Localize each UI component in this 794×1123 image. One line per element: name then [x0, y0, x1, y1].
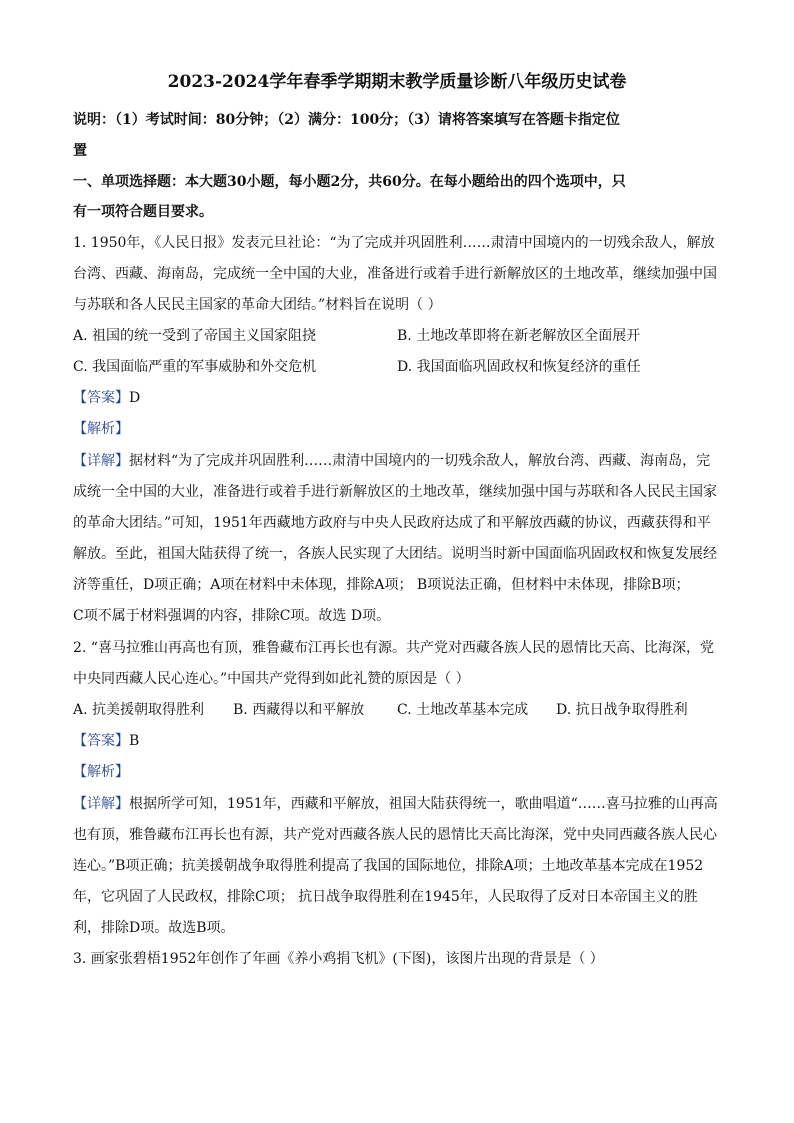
q3-stem: 3. 画家张碧梧1952年创作了年画《养小鸡捐飞机》(下图)，该图片出现的背景是（ ） [73, 951, 604, 967]
q2-option-c: C. 土地改革基本完成 [397, 702, 529, 718]
q1-option-a: A. 祖国的统一受到了帝国主义国家阻挠 [73, 328, 317, 344]
q2-detail-label: 【详解】 [73, 796, 129, 812]
q2-analysis-label: 【解析】 [73, 764, 129, 780]
q1-detail-line-4: 解放。至此，祖国大陆获得了统一，各族人民实现了大团结。说明当时新中国面临巩固政权和恢复发展经 [73, 546, 717, 562]
q2-detail-line-5: 利，排除D项。故选B项。 [73, 920, 235, 936]
q1-detail-label: 【详解】 [73, 453, 129, 469]
q1-detail-line-6: C项不属于材料强调的内容，排除C项。故选 D项。 [73, 608, 391, 624]
section-heading-line-2: 有一项符合题目要求。 [73, 204, 213, 220]
instructions-line-1: 说明：（1）考试时间：80分钟；（2）满分：100分；（3）请将答案填写在答题卡指定位 [73, 112, 620, 128]
q1-stem-line-2: 台湾、西藏、海南岛，完成统一全中国的大业，准备进行或着手进行新解放区的土地改革，继续加强中国 [73, 266, 717, 282]
section-heading-line-1: 一、单项选择题：本大题30小题，每小题2分，共60分。在每小题给出的四个选项中，只 [73, 174, 626, 190]
q1-detail-line-1 [73, 450, 710, 472]
instructions-line-2: 置 [73, 143, 87, 159]
q1-detail-text-1: 据材料“为了完成并巩固胜利……肃清中国境内的一切残余敌人，解放台湾、西藏、海南岛，完 [129, 453, 711, 469]
q1-detail-line-5: 济等重任，D项正确；A项在材料中未体现，排除A项； B项说法正确，但材料中未体现，排除B项； [73, 577, 690, 593]
q2-answer-line [73, 730, 139, 752]
q1-option-d: D. 我国面临巩固政权和恢复经济的重任 [397, 359, 641, 375]
q1-option-c: C. 我国面临严重的军事威胁和外交危机 [73, 359, 317, 375]
q2-answer-label: 【答案】 [73, 733, 129, 749]
q2-option-a: A. 抗美援朝取得胜利 [73, 702, 205, 718]
q1-detail-line-2: 成统一全中国的大业，准备进行或着手进行新解放区的土地改革，继续加强中国与苏联和各人民民主国家 [73, 484, 717, 500]
q2-detail-text-1: 根据所学可知，1951年，西藏和平解放，祖国大陆获得统一，歌曲唱道“……喜马拉雅的山再高 [129, 796, 718, 812]
q2-stem-line-1: 2. “喜马拉雅山再高也有顶，雅鲁藏布江再长也有源。共产党对西藏各族人民的恩情比天高、比海深，党 [73, 640, 714, 656]
q2-detail-line-4: 年，它巩固了人民政权，排除C项； 抗日战争取得胜利在1945年，人民取得了反对日本帝国主义的胜 [73, 889, 698, 905]
q1-stem-line-1: 1. 1950年，《人民日报》发表元旦社论：“为了完成并巩固胜利……肃清中国境内的一切残余敌人，解放 [73, 235, 715, 251]
q2-detail-line-1 [73, 793, 718, 815]
q2-detail-line-3: 连心。”B项正确；抗美援朝战争取得胜利提高了我国的国际地位，排除A项；土地改革基本完成在1952 [73, 858, 704, 874]
q2-detail-line-2: 也有顶，雅鲁藏布江再长也有源，共产党对西藏各族人民的恩情比天高比海深，党中央同西藏各族人民心 [73, 827, 717, 843]
page-title: 2023-2024学年春季学期期末教学质量诊断八年级历史试卷 [167, 72, 627, 92]
q1-analysis-label: 【解析】 [73, 421, 129, 437]
q2-option-d: D. 抗日战争取得胜利 [556, 702, 688, 718]
q1-detail-line-3: 的革命大团结。”可知，1951年西藏地方政府与中央人民政府达成了和平解放西藏的协议，西藏获得和平 [73, 515, 711, 531]
q1-option-b: B. 土地改革即将在新老解放区全面展开 [397, 328, 641, 344]
q1-stem-line-3: 与苏联和各人民民主国家的革命大团结。”材料旨在说明（ ） [73, 297, 442, 313]
q1-answer-label: 【答案】 [73, 390, 129, 406]
q1-answer-line [73, 387, 140, 409]
q1-answer-value: D [129, 390, 141, 406]
q2-answer-value: B [129, 733, 140, 749]
q2-stem-line-2: 中央同西藏人民心连心。”中国共产党得到如此礼赞的原因是（ ） [73, 671, 470, 687]
q2-option-b: B. 西藏得以和平解放 [233, 702, 365, 718]
